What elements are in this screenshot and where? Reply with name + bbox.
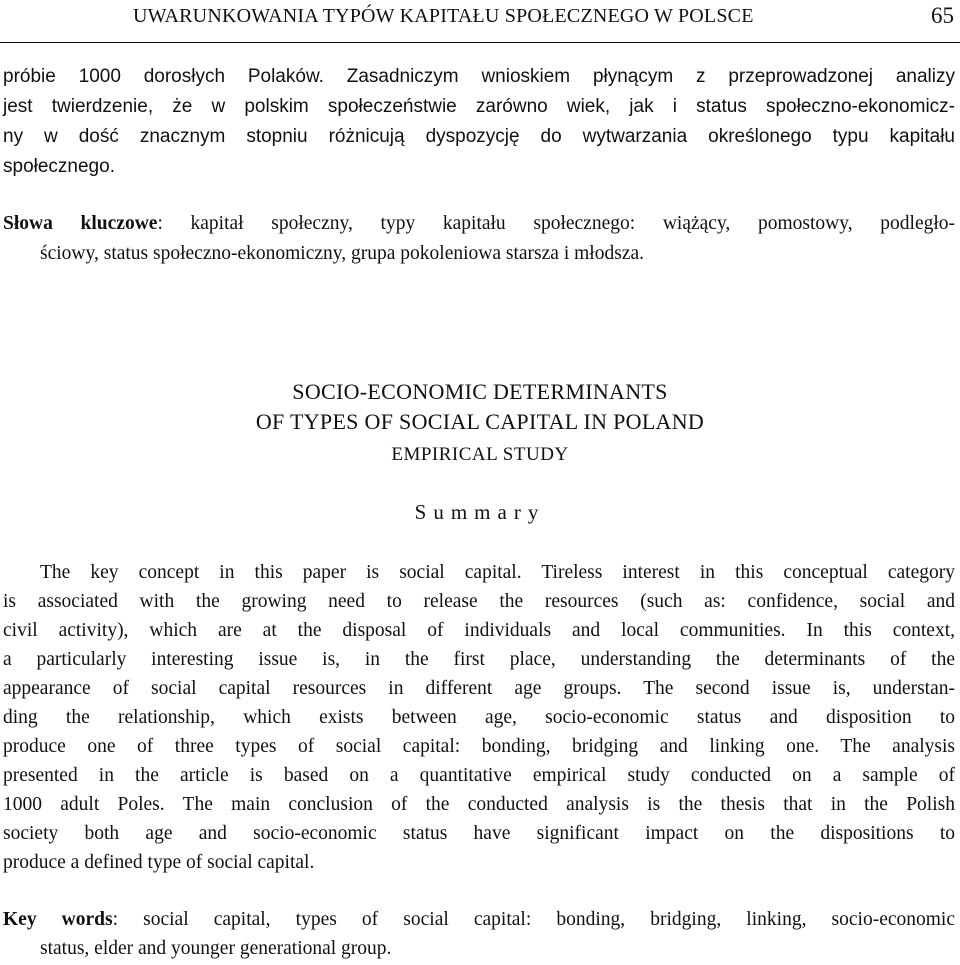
keywords-label: Key words bbox=[3, 909, 113, 930]
summary-heading: Summary bbox=[414, 500, 546, 524]
summary-line: produce a defined type of social capital. bbox=[3, 852, 315, 873]
running-header bbox=[0, 0, 960, 43]
summary-line: The key concept in this paper is social capital. Tireless interest in this conceptual category bbox=[40, 562, 955, 583]
english-title-line: OF TYPES OF SOCIAL CAPITAL IN POLAND bbox=[255, 409, 705, 434]
polish-keywords bbox=[3, 209, 955, 269]
keywords-label: Słowa kluczowe bbox=[3, 213, 158, 234]
english-keywords bbox=[3, 905, 955, 963]
english-subtitle: EMPIRICAL STUDY bbox=[391, 444, 569, 465]
summary-line: is associated with the growing need to release the resources (such as: confidence, social and bbox=[3, 591, 955, 612]
abstract-line: próbie 1000 dorosłych Polaków. Zasadniczym wnioskiem płynącym z przeprowadzonej analizy bbox=[3, 66, 955, 87]
abstract-line: ny w dość znacznym stopniu różnicują dyspozycję do wytwarzania określonego typu kapitału bbox=[3, 126, 955, 147]
keywords-line bbox=[3, 905, 955, 934]
page-number: 65 bbox=[931, 3, 954, 28]
summary-line: appearance of social capital resources in different age groups. The second issue is, understan- bbox=[3, 678, 955, 699]
keywords-line bbox=[3, 209, 955, 239]
summary-line: a particularly interesting issue is, in the first place, understanding the determinants of the bbox=[3, 649, 955, 670]
summary-line: society both age and socio-economic status have significant impact on the dispositions to bbox=[3, 823, 955, 844]
summary-line: 1000 adult Poles. The main conclusion of the conducted analysis is the thesis that in the Polish bbox=[3, 794, 955, 815]
abstract-line: jest twierdzenie, że w polskim społeczeństwie zarówno wiek, jak i status społeczno-ekonomicz- bbox=[3, 96, 955, 117]
summary-line: ding the relationship, which exists between age, socio-economic status and disposition to bbox=[3, 707, 955, 728]
english-summary bbox=[3, 558, 955, 877]
keywords-text: : kapitał społeczny, typy kapitału społecznego: wiążący, pomostowy, podległo- bbox=[157, 213, 956, 234]
english-title-line: SOCIO-ECONOMIC DETERMINANTS bbox=[292, 379, 668, 404]
summary-line: civil activity), which are at the disposal of individuals and local communities. In this context, bbox=[3, 620, 955, 641]
running-title: UWARUNKOWANIA TYPÓW KAPITAŁU SPOŁECZNEGO W POLSCE bbox=[133, 5, 754, 27]
polish-abstract bbox=[3, 62, 955, 182]
keywords-line: status, elder and younger generational group. bbox=[40, 938, 392, 959]
keywords-text: : social capital, types of social capital: bonding, bridging, linking, socio-economic bbox=[112, 909, 955, 930]
summary-line: presented in the article is based on a quantitative empirical study conducted on a sample of bbox=[3, 765, 955, 786]
abstract-line: społecznego. bbox=[3, 156, 115, 177]
summary-line: produce one of three types of social capital: bonding, bridging and linking one. The analysis bbox=[3, 736, 955, 757]
keywords-line: ściowy, status społeczno-ekonomiczny, grupa pokoleniowa starsza i młodsza. bbox=[40, 243, 644, 264]
